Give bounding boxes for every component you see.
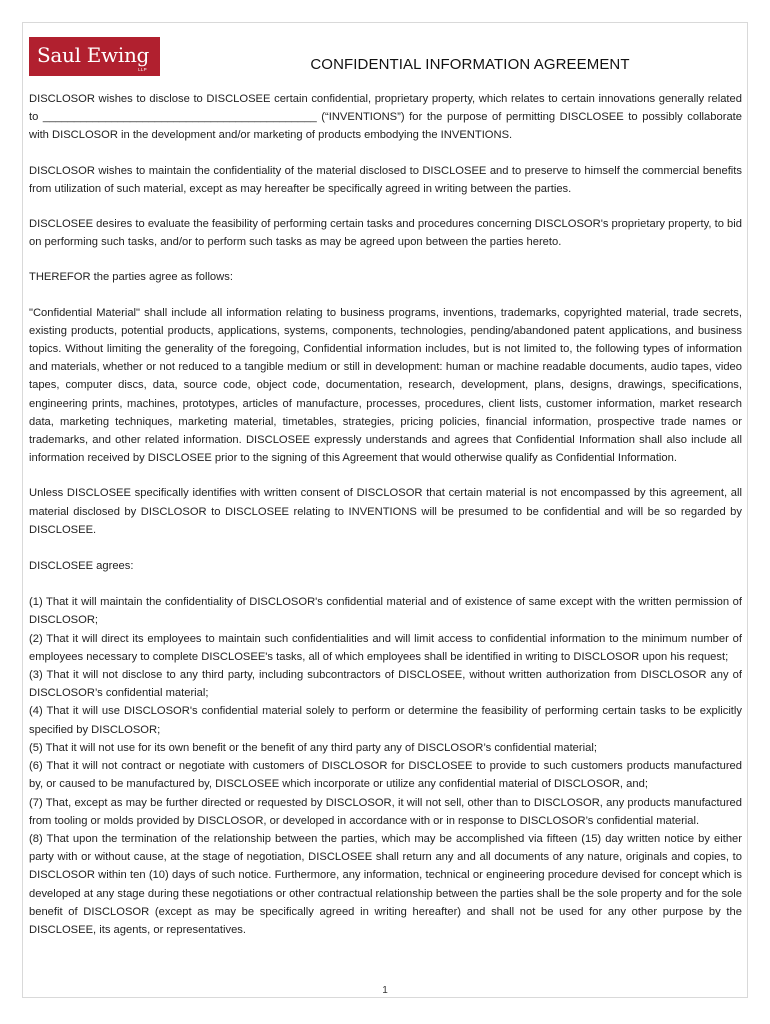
paragraph-confidentiality: DISCLOSOR wishes to maintain the confidentiality of the material disclosed to DISCLOSEE and to preserve to himself the commercial benefits from utilization of such material, except as may hereafter be specifically agreed in writing between the parties. <box>29 164 742 195</box>
clause-3: (3) That it will not disclose to any third party, including subcontractors of DISCLOSEE, without written authorization from DISCLOSOR any of DISCLOSOR’s confidential material; <box>29 669 742 700</box>
document-title: CONFIDENTIAL INFORMATION AGREEMENT <box>310 56 630 73</box>
clause-7: (7) That, except as may be further directed or requested by DISCLOSOR, it will not sell, other than to DISCLOSOR, any products manufactured from tooling or molds provided by DISCLOSOR, or developed in accordance with or in response to DISCLOSOR’s confidential material. <box>29 796 742 827</box>
paragraph-disclosee-agrees: DISCLOSEE agrees: <box>29 560 134 573</box>
clause-1: (1) That it will maintain the confidentiality of DISCLOSOR's confidential material and of existence of same except with the written permission of DISCLOSOR; <box>29 596 742 627</box>
logo-name: Saul Ewing <box>37 43 150 67</box>
paragraph-confidential-material-definition: "Confidential Material" shall include all information relating to business programs, inventions, trademarks, copyrighted material, trade secrets, existing products, potential products, applications, systems, components, technologies, pending/abandoned patent applications, and business topics. Without limiting the generality of the foregoing, Confidential information includes, but is not limited to, the following types of information and materials, whether or not reduced to a tangible medium or still in development: human or machine readable documents, audio tapes, video tapes, computer discs, data, source code, object code, documentation, research, development, plans, designs, drawings, specifications, engineering prints, machines, prototypes, articles of manufacture, processes, procedures, client lists, customer information, market research data, marketing techniques, marketing material, timetables, strategies, pricing policies, financial information, prospective trade names or trademarks, and other related information. DISCLOSEE expressly understands and agrees that Confidential Information shall also include all information received by DISCLOSEE prior to the signing of this Agreement that would otherwise qualify as Confidential Information. <box>29 306 742 465</box>
logo-suffix: LLP <box>138 67 147 72</box>
paragraph-evaluation: DISCLOSEE desires to evaluate the feasibility of performing certain tasks and procedures concerning DISCLOSOR's proprietary property, to bid on performing such tasks, and/or to perform such tasks as may be agreed upon between the parties hereto. <box>29 218 742 249</box>
clause-4: (4) That it will use DISCLOSOR's confidential material solely to perform or determine the feasibility of performing certain tasks to be explicitly specified by DISCLOSOR; <box>29 705 742 736</box>
paragraph-intro: DISCLOSOR wishes to disclose to DISCLOSEE certain confidential, proprietary property, which relates to certain innovations generally related to ____________________________________________ (“INVENTIONS”) for the purpose of permitting DISCLOSEE to possibly collaborate with DISCLOSOR in the development and/or marketing of products embodying the INVENTIONS. <box>29 93 742 142</box>
saul-ewing-logo <box>29 37 160 76</box>
clause-6: (6) That it will not contract or negotiate with customers of DISCLOSOR for DISCLOSEE to provide to such customers products manufactured by, or caused to be manufactured by, DISCLOSEE which incorporate or utilize any confidential material of DISCLOSOR, and; <box>29 760 742 791</box>
clause-5: (5) That it will not use for its own benefit or the benefit of any third party any of DISCLOSOR’s confidential material; <box>29 741 597 754</box>
clause-2: (2) That it will direct its employees to maintain such confidentialities and will limit access to confidential information to the minimum number of employees necessary to complete DISCLOSEE's tasks, all of which employees shall be identified in writing to DISCLOSOR upon his request; <box>29 632 742 663</box>
paragraph-presumption: Unless DISCLOSEE specifically identifies with written consent of DISCLOSOR that certain material is not encompassed by this agreement, all material disclosed by DISCLOSOR to DISCLOSEE relating to INVENTIONS will be presumed to be confidential and will be so regarded by DISCLOSEE. <box>29 487 742 536</box>
document-body <box>29 90 742 939</box>
paragraph-therefor: THEREFOR the parties agree as follows: <box>29 271 233 284</box>
clause-8: (8) That upon the termination of the relationship between the parties, which may be accomplished via fifteen (15) day written notice by either party with or without cause, at the stage of negotiation, DISCLOSEE shall return any and all documents of any nature, originals and copies, to DISCLOSOR within ten (10) days of such notice. Furthermore, any information, technical or engineering procedure devised for concept which is developed at any stage during these negotiations or other contractual relationship between the parties shall be the sole property and for the sole benefit of DISCLOSOR (except as may be specifically agreed in writing hereafter) and shall not be used for any other purpose by the DISCLOSEE, its agents, or representatives. <box>29 832 742 936</box>
page-number: 1 <box>382 985 388 996</box>
